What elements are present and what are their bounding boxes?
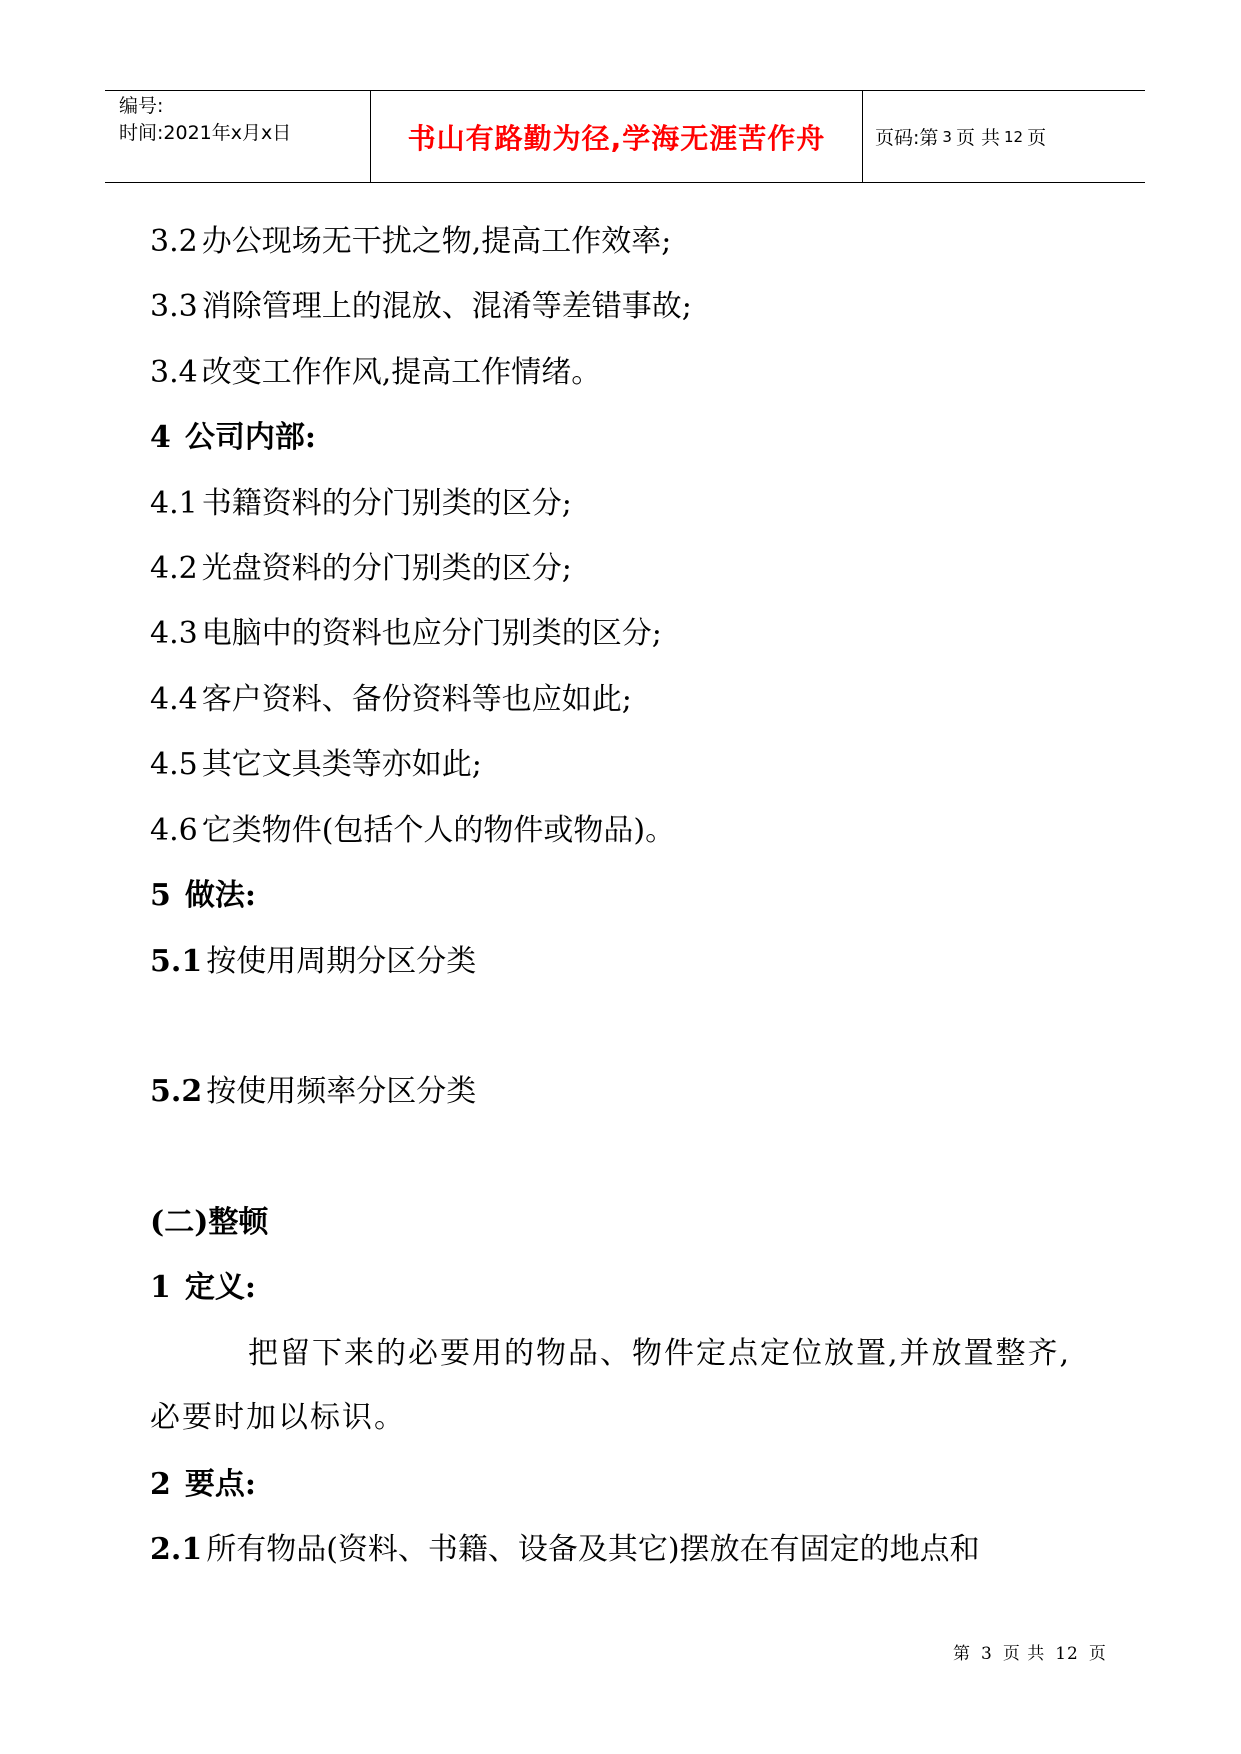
list-item: 4.4 客户资料、备份资料等也应如此; [150, 682, 632, 717]
list-item: 4.1 书籍资料的分门别类的区分; [150, 486, 572, 521]
list-item: 4.6 它类物件(包括个人的物件或物品)。 [150, 813, 676, 848]
header-meta [105, 91, 371, 182]
definition-paragraph: 把留下来的必要用的物品、物件定点定位放置,并放置整齐,必要时加以标识。 [150, 1336, 1072, 1435]
page-code-total: 12 [1004, 127, 1024, 146]
page-code-mid: 页 共 [955, 127, 1000, 149]
page-code-current: 3 [942, 127, 952, 146]
list-item: 4.2 光盘资料的分门别类的区分; [150, 551, 572, 586]
list-item: 2.1 所有物品(资料、书籍、设备及其它)摆放在有固定的地点和 [150, 1532, 980, 1567]
section-title: (二)整顿 [150, 1205, 269, 1240]
number-label: 编号: [119, 95, 164, 117]
list-item: 4.3 电脑中的资料也应分门别类的区分; [150, 616, 662, 651]
list-item: 3.3 消除管理上的混放、混淆等差错事故; [150, 289, 692, 324]
list-item: 3.2 办公现场无干扰之物,提高工作效率; [150, 224, 672, 259]
section-heading: 2 要点: [150, 1467, 256, 1502]
section-heading: 4 公司内部: [150, 420, 316, 455]
time-label: 时间:2021年x月x日 [119, 122, 292, 144]
document-header [105, 90, 1145, 183]
list-item: 4.5 其它文具类等亦如此; [150, 747, 482, 782]
list-item: 5.1 按使用周期分区分类 [150, 944, 477, 979]
page-footer: 第 3 页 共 12 页 [953, 1644, 1107, 1664]
header-motto: 书山有路勤为径,学海无涯苦作舟 [371, 91, 863, 182]
page-code-prefix: 页码:第 [875, 127, 939, 149]
list-item: 3.4 改变工作作风,提高工作情绪。 [150, 355, 602, 390]
section-heading: 1 定义: [150, 1270, 256, 1305]
header-page-code [863, 91, 1145, 182]
list-item: 5.2 按使用频率分区分类 [150, 1074, 477, 1109]
page-code-suffix: 页 [1027, 127, 1047, 149]
section-heading: 5 做法: [150, 878, 256, 913]
